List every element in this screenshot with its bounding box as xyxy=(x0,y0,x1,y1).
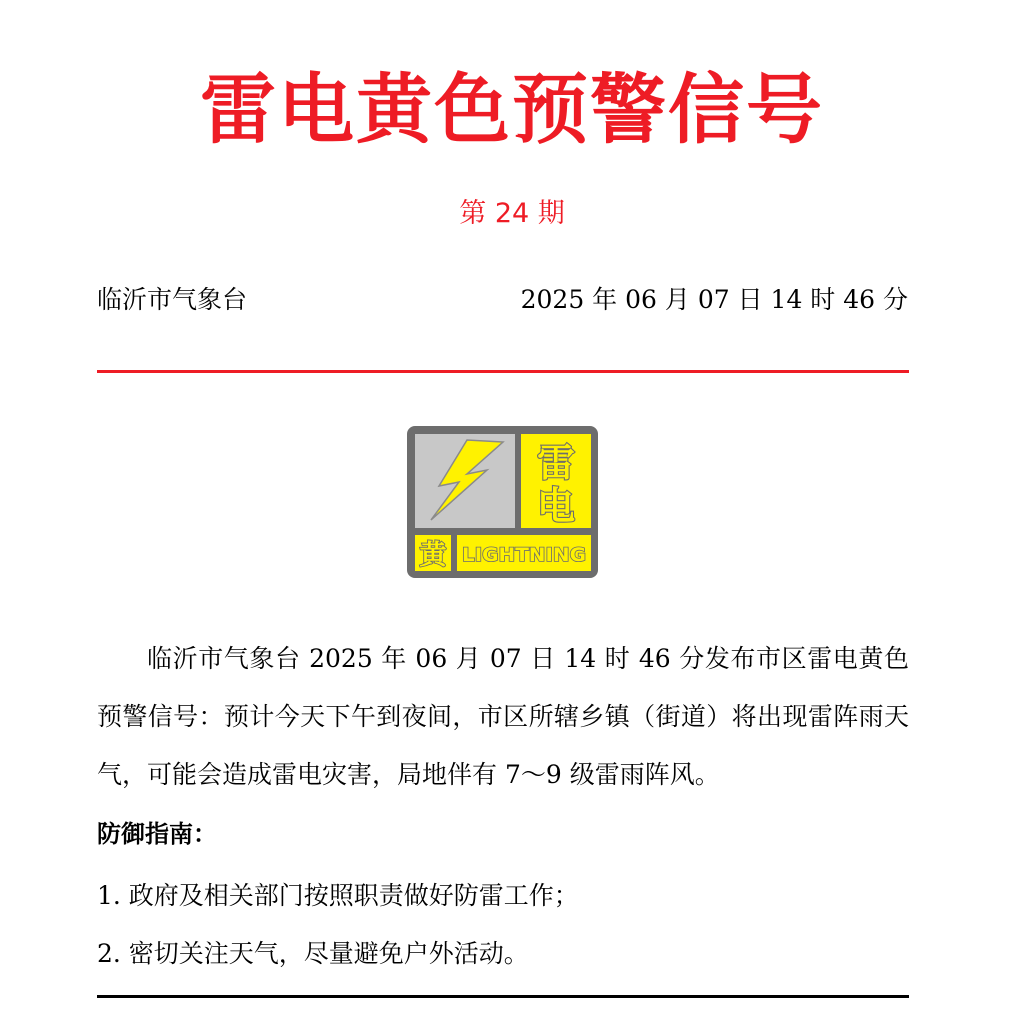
lightning-yellow-signal-icon xyxy=(405,424,600,580)
warning-body xyxy=(97,630,909,804)
red-divider xyxy=(97,370,909,373)
black-divider xyxy=(97,995,909,998)
guide-item: 1. 政府及相关部门按照职责做好防雷工作； xyxy=(97,881,579,910)
guide-title: 防御指南： xyxy=(97,820,217,848)
signal-level: 黄 xyxy=(419,540,447,571)
page-title: 雷电黄色预警信号 xyxy=(200,65,824,154)
issued-time: 2025 年 06 月 07 日 14 时 46 分 xyxy=(520,285,908,314)
signal-char-bottom: 电 xyxy=(536,484,576,528)
issuer: 临沂市气象台 xyxy=(97,285,248,314)
guide-item: 2. 密切关注天气，尽量避免户外活动。 xyxy=(97,939,529,968)
signal-english: LIGHTNING xyxy=(462,544,586,566)
signal-char-top: 雷 xyxy=(536,441,576,485)
issue-number: 第 24 期 xyxy=(459,198,565,229)
warning-paragraph: 临沂市气象台 2025 年 06 月 07 日 14 时 46 分发布市区雷电黄色预警信号：预计今天下午到夜间，市区所辖乡镇（街道）将出现雷阵雨天气，可能会造成雷电灾害，局地伴有 7～9 级雷雨阵风。 xyxy=(97,644,909,789)
